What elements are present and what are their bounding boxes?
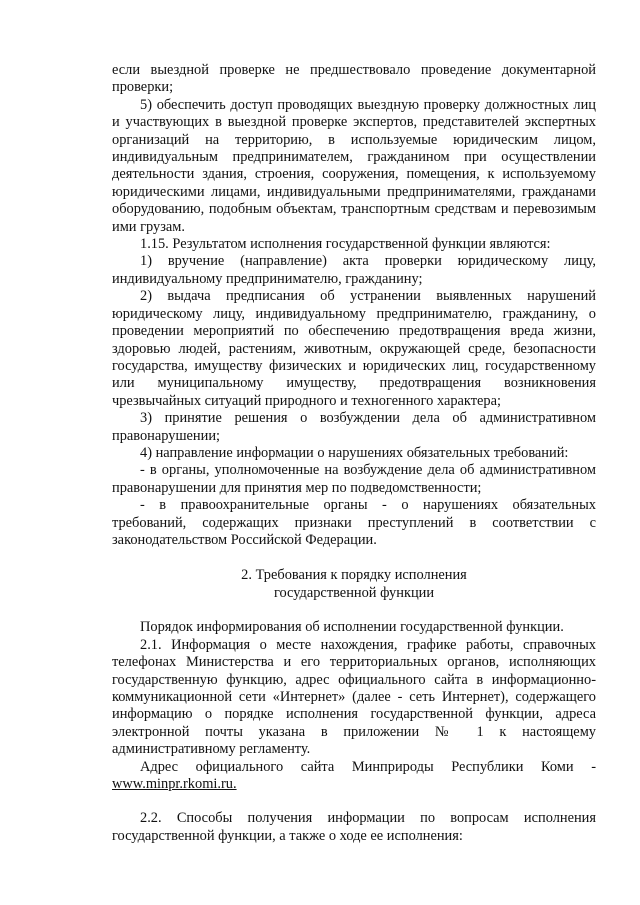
section-heading-line-1: 2. Требования к порядку исполнения	[241, 567, 467, 584]
paragraph-2-1: 2.1. Информация о месте нахождения, графике работы, справочных телефонах Министерства и его территориальных органов, исполняющих государственную функцию, адрес официального сайта в информационно-коммуникационной сети «Интернет» (далее - сеть Интернет), содержащего информацию о порядке исполнения государственной функции, адреса электронной почты указана в приложении № 1 к настоящему административному регламенту.	[112, 636, 596, 758]
paragraph-result-1: 1) вручение (направление) акта проверки юридическому лицу, индивидуальному предпринимателю, гражданину;	[112, 253, 596, 287]
paragraph-bullet-law-enforcement: - в правоохранительные органы - о нарушениях обязательных требований, содержащих признаки преступлений в соответствии с законодательством Российской Федерации.	[112, 497, 596, 548]
document-body	[112, 62, 596, 845]
paragraph-item-5: 5) обеспечить доступ проводящих выездную проверку должностных лиц и участвующих в выездной проверке экспертов, представителей экспертных организаций на территорию, в используемые юридическим лицом, индивидуальным предпринимателем, гражданином при осуществлении деятельности здания, строения, сооружения, помещения, к используемому юридическими лицами, индивидуальными предпринимателями, гражданами оборудованию, подобным объектам, транспортным средствам и перевозимым ими грузам.	[112, 96, 596, 235]
spacer	[112, 602, 596, 619]
site-address-label: Адрес официального сайта Минприроды Республики Коми -	[140, 758, 596, 775]
paragraph-result-2: 2) выдача предписания об устранении выявленных нарушений юридическому лицу, индивидуальному предпринимателю, гражданину, о проведении мероприятий по обеспечению предотвращения вреда жизни, здоровью людей, растениям, животным, окружающей среде, безопасности государства, имуществу физических и юридических лиц, государственному или муниципальному имуществу, предотвращения возникновения чрезвычайных ситуаций природного и техногенного характера;	[112, 288, 596, 409]
site-url-link[interactable]: www.minpr.rkomi.ru.	[112, 776, 237, 793]
section-heading-line-2: государственной функции	[273, 585, 435, 602]
paragraph-bullet-organs: - в органы, уполномоченные на возбуждение дела об административном правонарушении для принятия мер по подведомственности;	[112, 462, 596, 496]
site-url-line	[112, 776, 596, 793]
paragraph-continuation: если выездной проверке не предшествовало проведение документарной проверки;	[112, 62, 596, 96]
paragraph-1-15: 1.15. Результатом исполнения государственной функции являются:	[140, 236, 551, 253]
spacer	[112, 793, 596, 810]
paragraph-result-4: 4) направление информации о нарушениях обязательных требований:	[140, 444, 569, 461]
paragraph-informing-order: Порядок информирования об исполнении государственной функции.	[140, 619, 564, 636]
paragraph-2-2: 2.2. Способы получения информации по вопросам исполнения государственной функции, а также о ходе ее исполнения:	[112, 810, 596, 844]
paragraph-result-3: 3) принятие решения о возбуждении дела об административном правонарушении;	[112, 410, 596, 444]
spacer	[112, 549, 596, 566]
